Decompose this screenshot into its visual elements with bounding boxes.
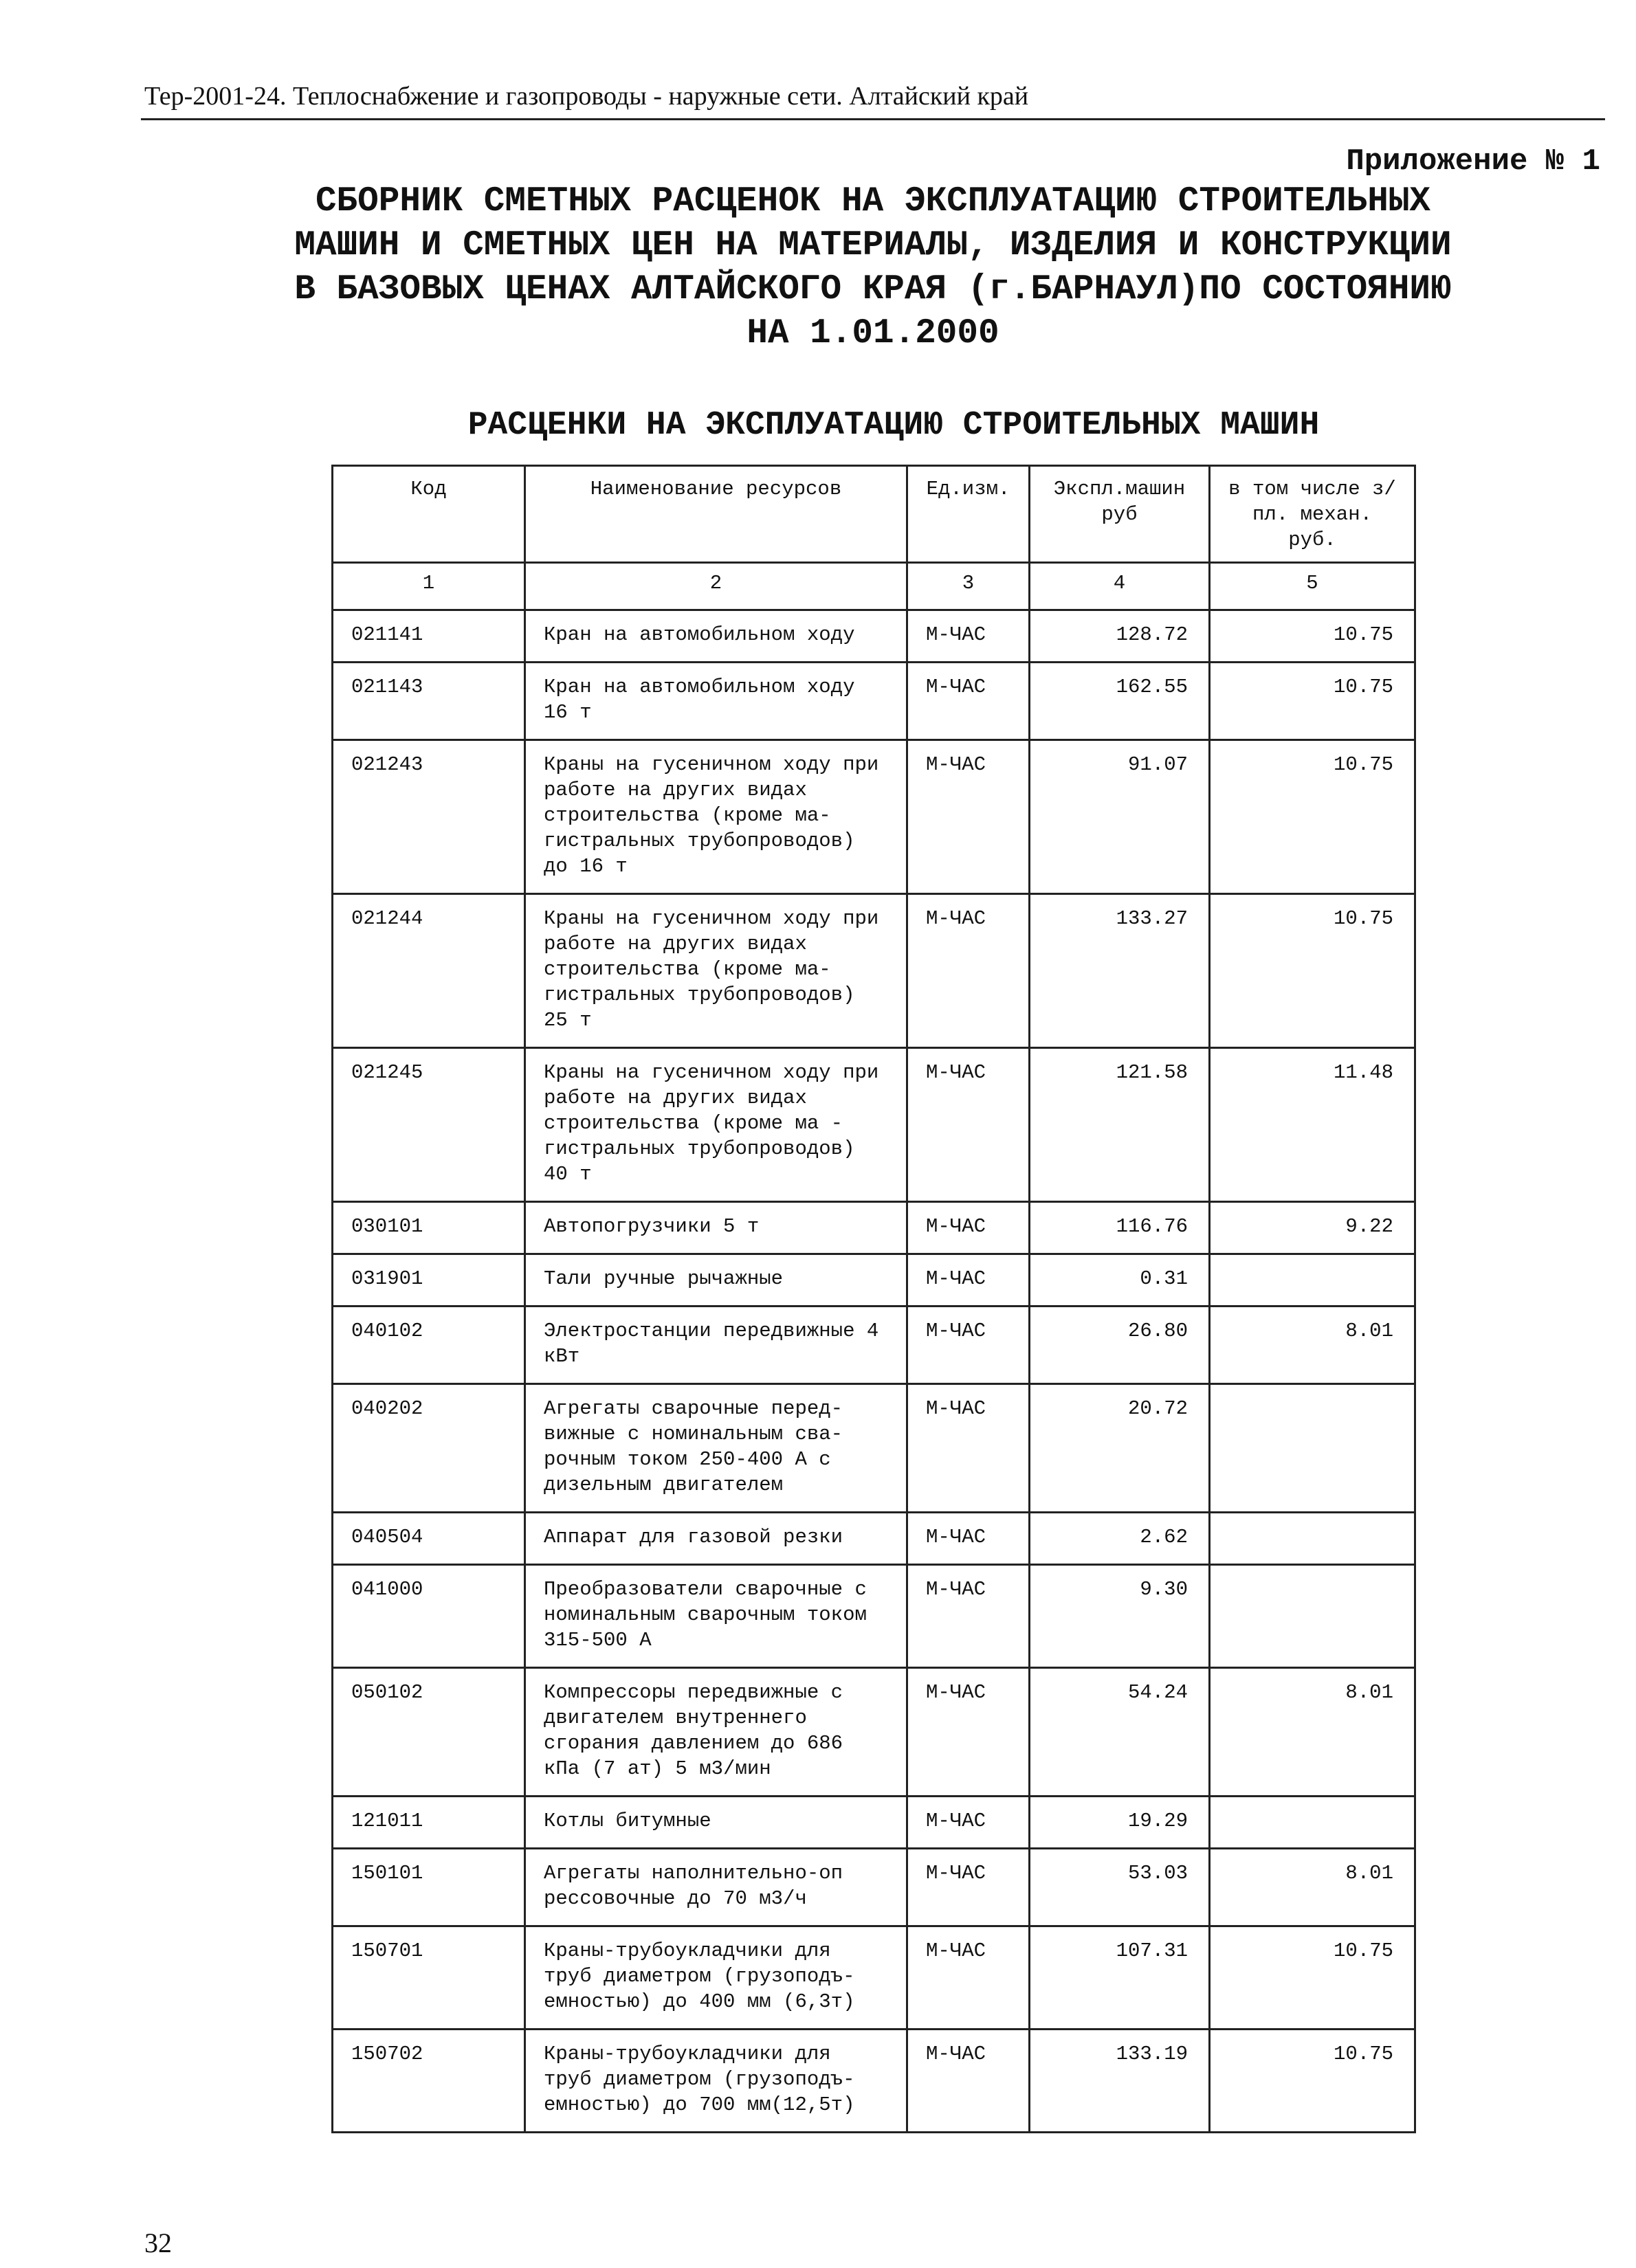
column-header-unit: Ед.изм. [907,466,1030,563]
operating-cost: 26.80 [1030,1307,1210,1384]
resource-code: 021143 [333,663,525,740]
resource-code: 121011 [333,1797,525,1849]
operating-cost: 121.58 [1030,1048,1210,1202]
resource-name: Компрессоры передвижные с двигателем внутреннего сгорания давлением до 686 кПа (7 ат) 5 м3/мин [525,1668,907,1797]
column-number: 3 [907,563,1030,610]
operating-cost: 54.24 [1030,1668,1210,1797]
table-row [333,1668,1415,1797]
operator-wage [1210,1254,1415,1307]
table-row [333,1926,1415,2030]
header-rule [141,118,1605,120]
resource-code: 150702 [333,2030,525,2133]
resource-name: Котлы битумные [525,1797,907,1849]
operator-wage [1210,1513,1415,1565]
table-row [333,894,1415,1048]
section-subtitle: РАСЦЕНКИ НА ЭКСПЛУАТАЦИЮ СТРОИТЕЛЬНЫХ МАШИН [467,407,1320,444]
resource-name: Аппарат для газовой резки [525,1513,907,1565]
operating-cost: 133.19 [1030,2030,1210,2133]
unit-of-measure: М-ЧАС [907,1565,1030,1668]
operating-cost: 116.76 [1030,1202,1210,1254]
unit-of-measure: М-ЧАС [907,1048,1030,1202]
resource-name: Преобразователи сварочные с номинальным сварочным током 315-500 А [525,1565,907,1668]
column-number-row [333,563,1415,610]
operating-cost: 19.29 [1030,1797,1210,1849]
operator-wage: 10.75 [1210,2030,1415,2133]
operator-wage: 10.75 [1210,663,1415,740]
unit-of-measure: М-ЧАС [907,894,1030,1048]
unit-of-measure: М-ЧАС [907,1797,1030,1849]
resource-code: 021245 [333,1048,525,1202]
operating-cost: 20.72 [1030,1384,1210,1513]
title-line: НА 1.01.2000 [747,314,999,353]
resource-code: 050102 [333,1668,525,1797]
operator-wage: 10.75 [1210,1926,1415,2030]
unit-of-measure: М-ЧАС [907,1513,1030,1565]
operating-cost: 128.72 [1030,610,1210,663]
unit-of-measure: М-ЧАС [907,1849,1030,1926]
table-row [333,1307,1415,1384]
operator-wage: 8.01 [1210,1307,1415,1384]
resource-name: Кран на автомобильном ходу 16 т [525,663,907,740]
column-number: 2 [525,563,907,610]
resource-code: 030101 [333,1202,525,1254]
column-number: 4 [1030,563,1210,610]
unit-of-measure: М-ЧАС [907,1307,1030,1384]
table-row [333,1048,1415,1202]
table-row [333,1384,1415,1513]
operator-wage [1210,1384,1415,1513]
resource-name: Краны-трубоукладчики для труб диаметром (грузоподъ- емностью) до 400 мм (6,3т) [525,1926,907,2030]
table-row [333,1797,1415,1849]
resource-code: 040202 [333,1384,525,1513]
table-row [333,1513,1415,1565]
title-line: СБОРНИК СМЕТНЫХ РАСЦЕНОК НА ЭКСПЛУАТАЦИЮ СТРОИТЕЛЬНЫХ [315,182,1431,221]
table-row [333,1202,1415,1254]
table-row [333,740,1415,894]
operating-cost: 0.31 [1030,1254,1210,1307]
table-body [333,610,1415,2133]
unit-of-measure: М-ЧАС [907,663,1030,740]
table-row [333,663,1415,740]
operator-wage: 8.01 [1210,1668,1415,1797]
operating-cost: 162.55 [1030,663,1210,740]
table-row [333,2030,1415,2133]
resource-code: 021141 [333,610,525,663]
resource-name: Краны на гусеничном ходу при работе на других видах строительства (кроме ма- гистральных трубопроводов) 25 т [525,894,907,1048]
column-header-cost: Экспл.машин руб [1030,466,1210,563]
table-header-row [333,466,1415,563]
operating-cost: 2.62 [1030,1513,1210,1565]
resource-name: Краны на гусеничном ходу при работе на других видах строительства (кроме ма- гистральных трубопроводов) до 16 т [525,740,907,894]
unit-of-measure: М-ЧАС [907,1668,1030,1797]
resource-name: Краны-трубоукладчики для труб диаметром (грузоподъ- емностью) до 700 мм(12,5т) [525,2030,907,2133]
resource-name: Автопогрузчики 5 т [525,1202,907,1254]
resource-code: 040102 [333,1307,525,1384]
table-row [333,1254,1415,1307]
resource-code: 150701 [333,1926,525,2030]
unit-of-measure: М-ЧАС [907,2030,1030,2133]
column-header-wage: в том числе з/пл. механ. руб. [1210,466,1415,563]
operating-cost: 107.31 [1030,1926,1210,2030]
column-number: 1 [333,563,525,610]
resource-code: 021243 [333,740,525,894]
resource-code: 041000 [333,1565,525,1668]
operator-wage: 11.48 [1210,1048,1415,1202]
unit-of-measure: М-ЧАС [907,1202,1030,1254]
page-number: 32 [144,2227,172,2258]
document-title [151,180,1595,356]
resource-code: 150101 [333,1849,525,1926]
column-number: 5 [1210,563,1415,610]
operating-cost: 9.30 [1030,1565,1210,1668]
table-row [333,1565,1415,1668]
operator-wage: 10.75 [1210,740,1415,894]
column-header-name: Наименование ресурсов [525,466,907,563]
title-line: МАШИН И СМЕТНЫХ ЦЕН НА МАТЕРИАЛЫ, ИЗДЕЛИЯ И КОНСТРУКЦИИ [294,226,1452,265]
resource-name: Электростанции передвижные 4 кВт [525,1307,907,1384]
operator-wage: 10.75 [1210,610,1415,663]
unit-of-measure: М-ЧАС [907,610,1030,663]
unit-of-measure: М-ЧАС [907,1926,1030,2030]
resource-name: Краны на гусеничном ходу при работе на других видах строительства (кроме ма - гистральных трубопроводов) 40 т [525,1048,907,1202]
operating-cost: 91.07 [1030,740,1210,894]
resource-code: 031901 [333,1254,525,1307]
running-header: Тер-2001-24. Теплоснабжение и газопроводы - наружные сети. Алтайский край [144,82,1029,111]
resource-name: Агрегаты наполнительно-оп рессовочные до 70 м3/ч [525,1849,907,1926]
resource-name: Агрегаты сварочные перед- вижные с номинальным сва- рочным током 250-400 А с дизельным двигателем [525,1384,907,1513]
operating-cost: 133.27 [1030,894,1210,1048]
machine-rates-table [331,465,1416,2133]
resource-code: 021244 [333,894,525,1048]
resource-name: Кран на автомобильном ходу [525,610,907,663]
resource-code: 040504 [333,1513,525,1565]
operator-wage: 9.22 [1210,1202,1415,1254]
unit-of-measure: М-ЧАС [907,740,1030,894]
table-row [333,1849,1415,1926]
operator-wage: 8.01 [1210,1849,1415,1926]
column-header-code: Код [333,466,525,563]
operator-wage: 10.75 [1210,894,1415,1048]
unit-of-measure: М-ЧАС [907,1254,1030,1307]
table-row [333,610,1415,663]
appendix-label: Приложение № 1 [1346,144,1600,179]
operator-wage [1210,1797,1415,1849]
resource-name: Тали ручные рычажные [525,1254,907,1307]
operator-wage [1210,1565,1415,1668]
unit-of-measure: М-ЧАС [907,1384,1030,1513]
operating-cost: 53.03 [1030,1849,1210,1926]
title-line: В БАЗОВЫХ ЦЕНАХ АЛТАЙСКОГО КРАЯ (г.БАРНАУЛ)ПО СОСТОЯНИЮ [294,270,1452,309]
